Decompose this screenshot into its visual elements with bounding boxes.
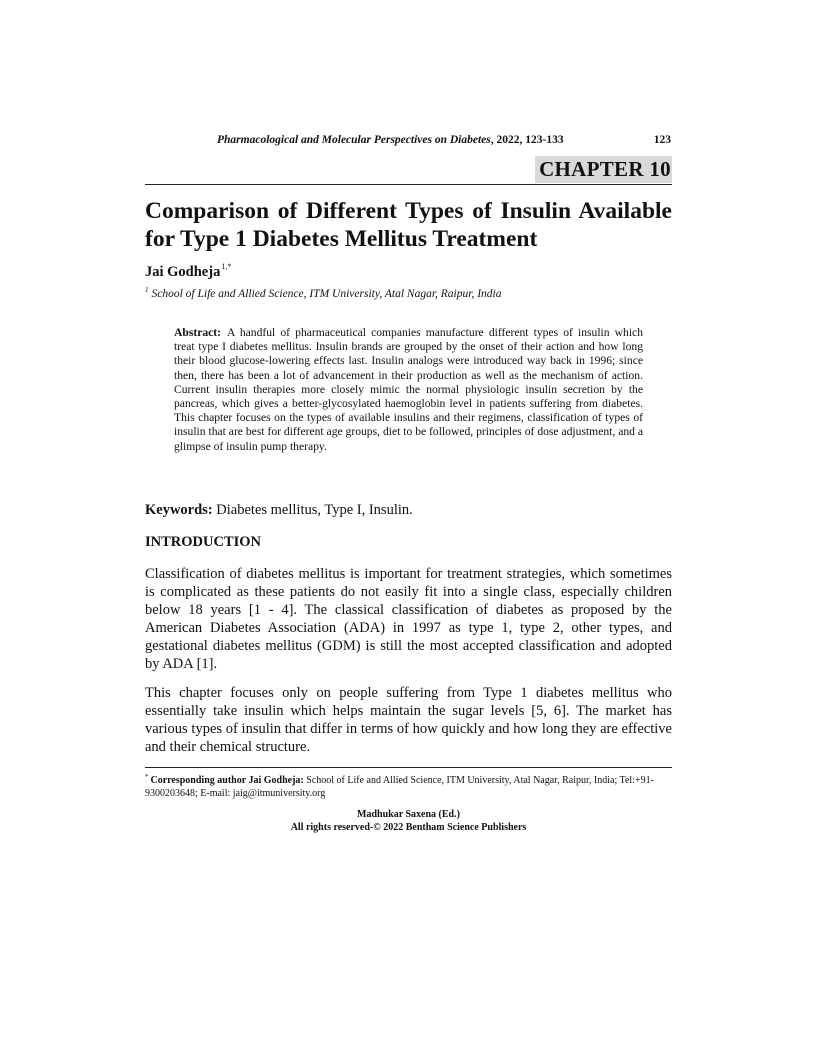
author-name: Jai Godheja	[145, 264, 221, 280]
affiliation	[145, 286, 501, 300]
footnote	[145, 771, 672, 800]
editor-line: Madhukar Saxena (Ed.)	[357, 809, 460, 820]
keywords	[145, 502, 413, 519]
footnote-mark: *	[145, 773, 149, 781]
chapter-title: Comparison of Different Types of Insulin Available for Type 1 Diabetes Mellitus Treatment	[145, 198, 672, 252]
page-number: 123	[653, 134, 671, 146]
abstract	[174, 326, 643, 454]
footnote-label: Corresponding author Jai Godheja:	[150, 775, 304, 786]
footnote-divider	[145, 767, 672, 768]
keywords-label: Keywords:	[145, 502, 213, 518]
keywords-text: Diabetes mellitus, Type I, Insulin.	[216, 502, 413, 518]
journal-title: Pharmacological and Molecular Perspectives on Diabetes	[217, 134, 491, 146]
body-paragraph: Classification of diabetes mellitus is important for treatment strategies, which sometimes is complicated as these patients do not easily fit into a single class, especially children below 18 years [1 - 4]. The classical classification of diabetes as proposed by the American Diabetes Association (ADA) in 1997 as type 1, type 2, other types, and gestational diabetes mellitus (GDM) is still the most accepted classification and adopted by ADA [1].	[145, 566, 672, 673]
footnote-text: School of Life and Allied Science, ITM University, Atal Nagar, Raipur, India; Tel:+91-9300203648; E-mail: jaig@itmuniversity.org	[145, 775, 654, 799]
abstract-text: A handful of pharmaceutical companies manufacture different types of insulin which treat type I diabetes mellitus. Insulin brands are grouped by the onset of their action and how long their blood glucose-lowering effects last. Insulin analogs were introduced way back in 1996; since then, there has been a lot of advancement in their production as well as the mechanism of action. Current insulin therapies more closely mimic the normal physiologic insulin secretion by the pancreas, which gives a better-glycosylated haemoglobin level in patients suffering from diabetes. This chapter focuses on the types of available insulins and their regimens, classification of types of insulin that are best for different age groups, diet to be followed, principles of dose adjustment, and a glimpse of insulin pump therapy.	[174, 326, 643, 453]
section-heading-introduction: INTRODUCTION	[145, 534, 262, 550]
author-line	[145, 262, 231, 281]
running-head	[145, 134, 672, 150]
journal-citation	[217, 134, 564, 146]
body-paragraph: This chapter focuses only on people suffering from Type 1 diabetes mellitus who essentially take insulin which helps maintain the sugar levels [5, 6]. The market has various types of insulin that differ in terms of how quickly and how long they are effective and their chemical structure.	[145, 685, 672, 756]
chapter-label: CHAPTER 10	[535, 156, 672, 183]
author-marks: 1,*	[221, 262, 232, 271]
abstract-label: Abstract:	[174, 326, 222, 339]
affiliation-text: School of Life and Allied Science, ITM University, Atal Nagar, Raipur, India	[151, 288, 502, 300]
affiliation-mark: 1	[145, 286, 149, 294]
chapter-header	[145, 156, 672, 185]
rights-line: All rights reserved-© 2022 Bentham Science Publishers	[290, 822, 527, 833]
journal-year-pages: , 2022, 123-133	[490, 134, 564, 146]
colophon	[145, 808, 672, 834]
